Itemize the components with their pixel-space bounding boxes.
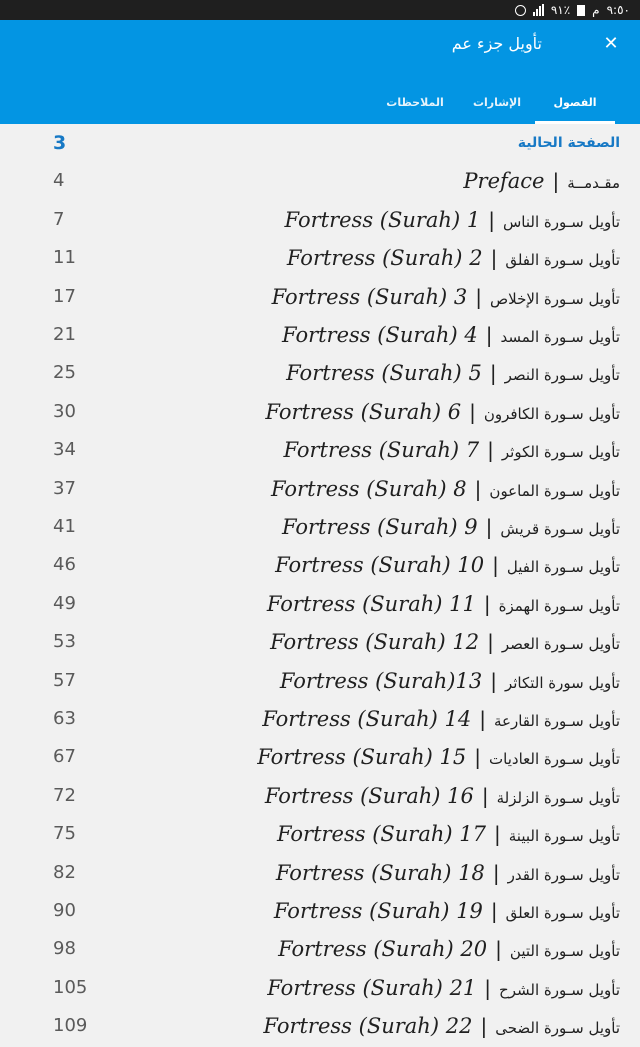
chapter-row[interactable] (0, 470, 640, 508)
chapter-page-number: 49 (53, 593, 76, 614)
signal-icon (533, 4, 544, 16)
chapter-title-arabic: تأويل سـورة الماعون (489, 482, 620, 500)
chapter-row[interactable] (0, 1007, 640, 1045)
chapter-page-number: 34 (53, 439, 76, 460)
chapter-title (272, 278, 620, 316)
chapter-row[interactable] (0, 892, 640, 930)
chapter-title-english: 1 Fortress (Surah) (284, 208, 481, 232)
chapter-title-english: 14 Fortress (Surah) (262, 707, 472, 731)
chapter-title-arabic: تأويل سـورة النصر (504, 366, 620, 384)
title-separator: | (484, 976, 492, 1000)
chapter-row[interactable] (0, 162, 640, 200)
chapter-title-arabic: تأويل سـورة العصر (501, 635, 620, 653)
chapter-row[interactable] (0, 854, 640, 892)
alarm-icon (515, 5, 526, 16)
chapter-title-arabic: تأويل سـورة الهمزة (498, 597, 620, 615)
title-separator: | (483, 592, 491, 616)
chapter-title (278, 930, 620, 968)
chapter-title-english: 4 Fortress (Surah) (282, 323, 478, 347)
chapter-title-arabic: تأويل سـورة المسد (500, 328, 620, 346)
chapter-title-english: 11 Fortress (Surah) (266, 592, 476, 616)
title-separator: | (485, 515, 493, 539)
chapter-page-number: 11 (53, 247, 76, 268)
chapter-title-arabic: تأويل سـورة الزلزلة (496, 789, 620, 807)
chapter-title-arabic: تأويل سـورة الكافرون (483, 405, 620, 423)
chapter-title-english: 9 Fortress (Surah) (281, 515, 478, 539)
close-icon[interactable]: ✕ (603, 33, 619, 54)
chapter-page-number: 37 (53, 478, 76, 499)
chapter-title-english: 21 Fortress (Surah) (267, 976, 477, 1000)
chapter-row[interactable] (0, 393, 640, 431)
chapter-page-number: 21 (53, 324, 76, 345)
chapter-title-arabic: تأويل سـورة الشرح (499, 981, 620, 999)
title-separator: | (474, 745, 482, 769)
chapter-row[interactable] (0, 585, 640, 623)
tab-bar (0, 80, 640, 124)
chapter-title (280, 662, 620, 700)
chapter-title-english: 15 Fortress (Surah) (257, 745, 467, 769)
title-separator: | (475, 285, 483, 309)
chapter-title-english: 20 Fortress (Surah) (278, 937, 488, 961)
chapter-title (267, 585, 620, 623)
title-separator: | (490, 899, 498, 923)
chapter-title-english: 10 Fortress (Surah) (275, 553, 485, 577)
title-separator: | (474, 477, 482, 501)
chapter-title (277, 815, 620, 853)
chapter-title-arabic: تأويل سـورة الكوثر (501, 443, 620, 461)
title-separator: | (492, 553, 499, 577)
chapter-row[interactable] (0, 546, 640, 584)
chapter-title (274, 892, 620, 930)
chapter-page-number: 75 (53, 823, 76, 844)
current-page-row[interactable] (0, 124, 640, 162)
chapter-title-arabic: تأويل سـورة الفيل (506, 558, 620, 576)
chapter-title (463, 162, 620, 200)
chapter-title (276, 854, 620, 892)
chapter-title-arabic: تأويل سـورة القدر (507, 866, 620, 884)
title-separator: | (481, 784, 489, 808)
chapter-title (275, 546, 620, 584)
chapter-title (265, 777, 620, 815)
chapter-page-number: 30 (53, 401, 76, 422)
title-separator: | (487, 630, 494, 654)
chapter-title (282, 316, 620, 354)
title-separator: | (490, 669, 497, 693)
current-page-label: الصفحة الحالية (517, 135, 620, 151)
clock-time: ٩:٥٠ (606, 3, 630, 17)
tab-bookmarks[interactable]: الإشارات (472, 95, 522, 109)
chapter-title (263, 1007, 620, 1045)
chapter-page-number: 25 (53, 362, 76, 383)
chapter-page-number: 63 (53, 708, 76, 729)
chapter-title-english: 6 Fortress (Surah) (265, 400, 462, 424)
chapter-row[interactable] (0, 316, 640, 354)
title-separator: | (495, 937, 502, 961)
title-separator: | (552, 169, 560, 193)
chapter-title (257, 738, 620, 776)
title-separator: | (485, 323, 493, 347)
chapter-title-english: 12 Fortress (Surah) (270, 630, 480, 654)
chapter-title-arabic: تأويل سـورة الناس (502, 213, 620, 231)
chapter-row[interactable] (0, 777, 640, 815)
chapter-row[interactable] (0, 201, 640, 239)
title-separator: | (469, 400, 476, 424)
chapter-title-arabic: تأويل سـورة التين (509, 942, 620, 960)
chapter-page-number: 4 (53, 170, 65, 191)
chapter-title-arabic: تأويل سـورة القارعة (493, 712, 620, 730)
current-page-number: 3 (53, 132, 67, 154)
chapter-title-english: 19 Fortress (Surah) (273, 899, 483, 923)
chapter-row[interactable] (0, 623, 640, 661)
chapter-title (271, 470, 620, 508)
title-separator: | (479, 707, 486, 731)
chapter-page-number: 98 (53, 938, 76, 959)
title-separator: | (494, 822, 501, 846)
chapter-row[interactable] (0, 278, 640, 316)
battery-icon (577, 5, 585, 16)
chapter-title-english: 22 Fortress (Surah) (263, 1014, 473, 1038)
chapter-title-arabic: مقـدمــة (567, 174, 620, 192)
chapter-page-number: 82 (53, 862, 76, 883)
chapter-page-number: 46 (53, 554, 76, 575)
battery-percent: ٩١٪ (550, 3, 571, 17)
chapter-page-number: 105 (53, 977, 88, 998)
chapter-title-english: 16 Fortress (Surah) (264, 784, 474, 808)
chapter-title-arabic: تأويل سـورة الضحى (495, 1019, 620, 1037)
chapter-row[interactable] (0, 969, 640, 1007)
chapter-page-number: 7 (53, 209, 65, 230)
chapter-title (285, 201, 620, 239)
chapter-row[interactable] (0, 239, 640, 277)
chapter-title (270, 623, 620, 661)
chapter-title-english: 5 Fortress (Surah) (286, 361, 482, 385)
chapter-title (267, 969, 620, 1007)
tab-chapters[interactable]: الفصول (535, 80, 615, 124)
chapter-title-english: 3 Fortress (Surah) (271, 285, 468, 309)
title-separator: | (489, 361, 497, 385)
chapter-row[interactable] (0, 508, 640, 546)
chapter-page-number: 53 (53, 631, 76, 652)
chapter-page-number: 67 (53, 746, 76, 767)
chapter-page-number: 90 (53, 900, 76, 921)
clock-ampm: م (592, 3, 600, 17)
chapter-row[interactable] (0, 815, 640, 853)
chapter-title (286, 354, 620, 392)
chapter-title (262, 700, 620, 738)
chapter-title-english: 7 Fortress (Surah) (283, 438, 480, 462)
chapter-title-arabic: تأويل سـورة الإخلاص (490, 290, 620, 308)
chapter-title-english: Fortress (Surah)13 (279, 669, 483, 693)
tab-notes[interactable]: الملاحظات (386, 95, 444, 109)
chapter-page-number: 17 (53, 286, 76, 307)
chapter-title-arabic: تأويل سـورة الفلق (505, 251, 620, 269)
chapter-page-number: 72 (53, 785, 76, 806)
chapter-page-number: 41 (53, 516, 76, 537)
chapter-title-arabic: تأويل سـورة قريش (500, 520, 620, 538)
chapter-row[interactable] (0, 662, 640, 700)
chapter-title (265, 393, 620, 431)
title-separator: | (480, 1014, 488, 1038)
chapter-page-number: 109 (53, 1015, 88, 1036)
chapter-title-english: 2 Fortress (Surah) (286, 246, 483, 270)
chapter-page-number: 57 (53, 670, 76, 691)
chapter-title-arabic: تأويل سـورة العلق (505, 904, 620, 922)
chapter-title (282, 508, 620, 546)
chapter-title-english: 8 Fortress (Surah) (270, 477, 467, 501)
chapter-row[interactable] (0, 431, 640, 469)
title-separator: | (490, 246, 498, 270)
title-separator: | (488, 208, 495, 232)
chapter-row[interactable] (0, 930, 640, 968)
chapter-title (283, 431, 620, 469)
title-separator: | (487, 438, 494, 462)
chapter-title-english: Preface (463, 169, 545, 193)
app-bar (0, 20, 640, 124)
chapter-row[interactable] (0, 738, 640, 776)
chapter-title-arabic: تأويل سورة التكاثر (504, 674, 620, 692)
status-bar (0, 0, 640, 20)
chapter-title-arabic: تأويل سـورة البينة (508, 827, 620, 845)
chapter-title-english: 17 Fortress (Surah) (276, 822, 487, 846)
chapter-title-arabic: تأويل سـورة العاديات (489, 750, 620, 768)
book-title: تأويل جزء عم (451, 34, 542, 53)
chapter-row[interactable] (0, 700, 640, 738)
chapter-title-english: 18 Fortress (Surah) (275, 861, 485, 885)
chapter-row[interactable] (0, 354, 640, 392)
chapter-title (287, 239, 620, 277)
title-separator: | (492, 861, 500, 885)
